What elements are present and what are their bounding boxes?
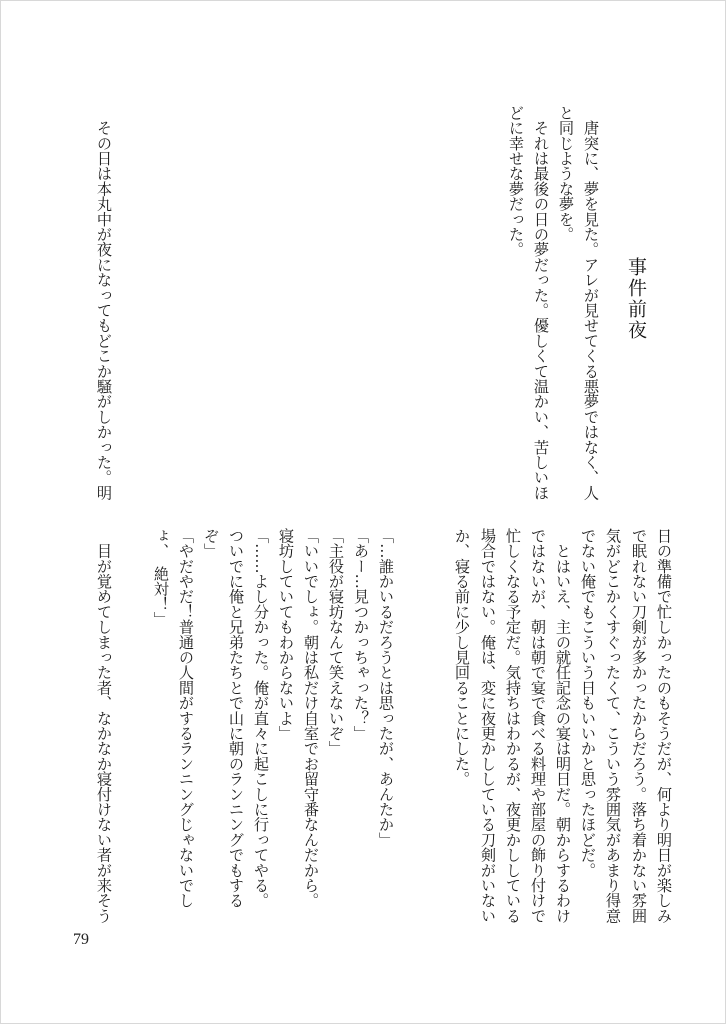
text-column: 目が覚めてしまった者、なかなか寝付けない者が来そう bbox=[95, 528, 113, 924]
text-column: 忙しくなる予定だ。気持ちはわかるが、夜更かししている bbox=[504, 528, 522, 924]
text-column: 気がどこかくすぐったくて、こういう雰囲気があまり得意 bbox=[604, 528, 622, 924]
text-column: とはいえ、主の就任記念の宴は明日だ。朝からするわけ bbox=[554, 528, 572, 924]
text-column: でない俺でもこういう日もいいかと思ったほどだ。 bbox=[579, 528, 597, 878]
text-column: 日の準備で忙しかったのもそうだが、何より明日が楽しみ bbox=[655, 528, 673, 924]
dialogue-column: 「やだやだ！普通の人間がするランニングじゃないでし bbox=[177, 528, 195, 908]
text-column: か、寝る前に少し見回ることにした。 bbox=[453, 528, 471, 787]
dialogue-column: 寝坊していてもわからないよ」 bbox=[277, 528, 295, 741]
dialogue-column: 「……よし分かった。俺が直々に起こしに行ってやる。 bbox=[252, 528, 270, 908]
text-column: と同じような夢を。 bbox=[557, 105, 575, 242]
text-column: 唐突に、夢を見た。アレが見せてくる悪夢ではなく、人 bbox=[582, 105, 600, 501]
text-column: で眠れない刀剣が多かったからだろう。落ち着かない雰囲 bbox=[630, 528, 648, 924]
dialogue-column: 「…誰かいるだろうとは思ったが、あんたか」 bbox=[377, 528, 395, 848]
dialogue-column: 「主役が寝坊なんて笑えないぞ」 bbox=[327, 528, 345, 756]
page-number: 79 bbox=[73, 931, 89, 948]
chapter-title: 事件前夜 bbox=[625, 257, 647, 341]
text-column: その日は本丸中が夜になってもどこか騒がしかった。明 bbox=[95, 105, 113, 501]
dialogue-column: 「あー…見つかっちゃった？」 bbox=[352, 528, 370, 741]
dialogue-column: 「いいでしょ。朝は私だけ自室でお留守番なんだから。 bbox=[302, 528, 320, 908]
text-column: それは最後の日の夢だった。優しくて温かい、苦しいほ bbox=[532, 105, 550, 501]
dialogue-column: ついでに俺と兄弟たちとで山に朝のランニングでもする bbox=[227, 528, 245, 908]
text-column: 場合ではない。俺は、変に夜更かししている刀剣がいない bbox=[479, 528, 497, 924]
dialogue-column: ぞ」 bbox=[202, 528, 220, 559]
text-column: ではないが、朝は朝で宴で食べる料理や部屋の飾り付けで bbox=[529, 528, 547, 924]
dialogue-column: ょ、 絶対！」 bbox=[152, 528, 170, 627]
text-column: どに幸せな夢だった。 bbox=[507, 105, 525, 257]
